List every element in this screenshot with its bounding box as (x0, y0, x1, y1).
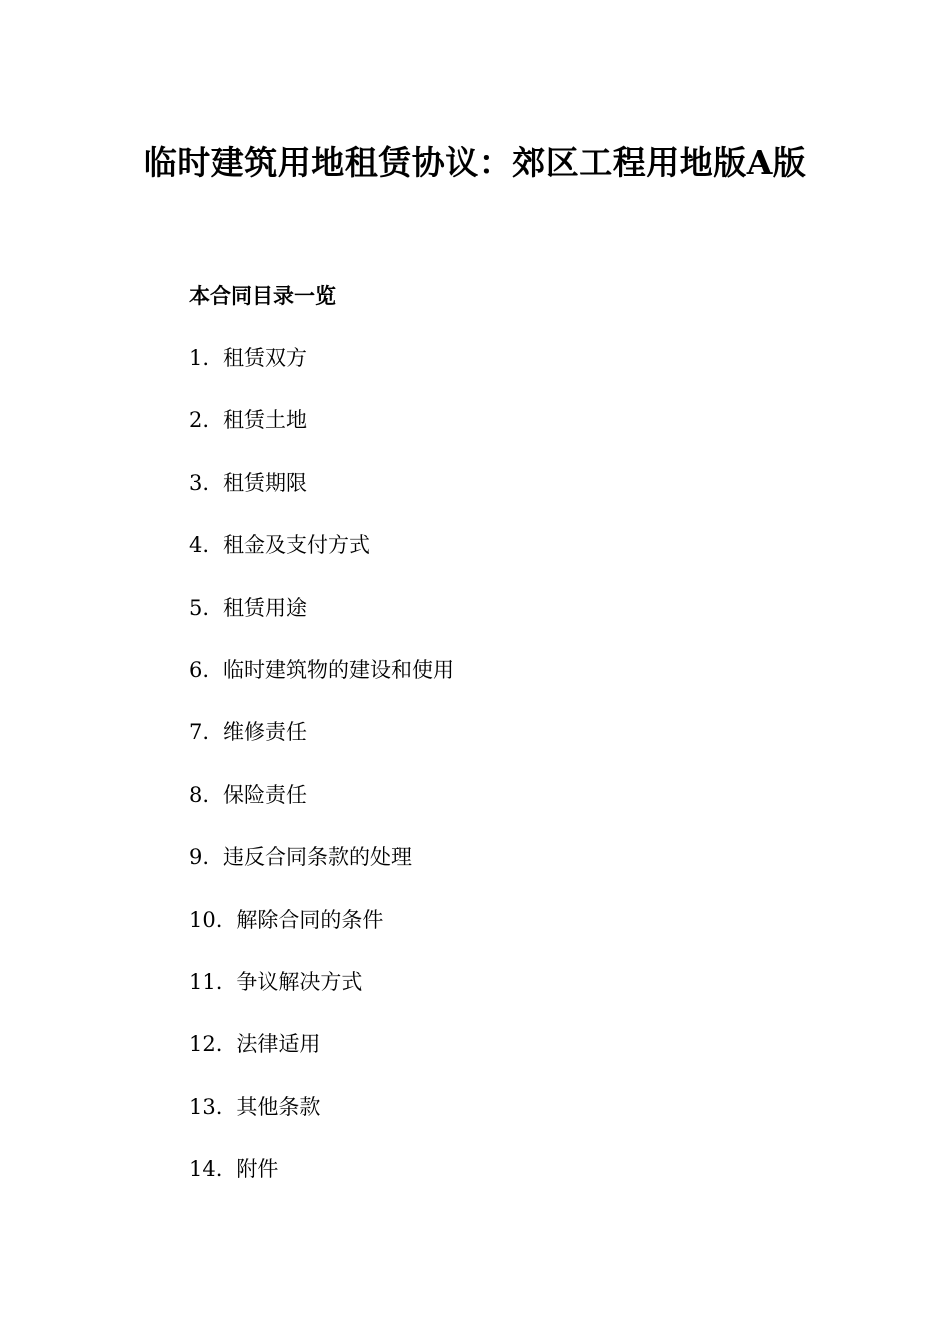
toc-item-text: 法律适用 (236, 1032, 321, 1057)
toc-item (189, 344, 454, 406)
toc-item-text: 租赁双方 (223, 346, 308, 370)
document-title: 临时建筑用地租赁协议：郊区工程用地版A版 (143, 143, 807, 182)
toc-item-number: 2. (189, 408, 210, 433)
toc-item (189, 469, 454, 531)
toc-item-text: 附件 (236, 1157, 279, 1182)
toc-item-number: 5. (189, 595, 210, 620)
toc-item-text: 租金及支付方式 (223, 533, 371, 558)
toc-item-text: 争议解决方式 (236, 969, 363, 994)
toc-item (189, 968, 454, 1030)
toc-item-text: 保险责任 (223, 782, 308, 807)
toc-item (189, 906, 454, 968)
toc-item-number: 1. (189, 346, 210, 370)
toc-item (189, 406, 454, 468)
toc-item (189, 531, 454, 593)
toc-item (189, 1155, 454, 1217)
toc-item-number: 8. (189, 782, 210, 807)
toc-item-text: 租赁期限 (223, 470, 308, 495)
toc-item-text: 租赁用途 (223, 595, 308, 620)
toc-item-number: 10. (189, 907, 223, 932)
toc-item-text: 租赁土地 (223, 408, 308, 433)
toc-item (189, 718, 454, 780)
toc-item-number: 4. (189, 533, 210, 558)
toc-item (189, 1093, 454, 1155)
toc-item-number: 11. (189, 969, 223, 994)
toc-item (189, 1030, 454, 1092)
toc-item-number: 12. (189, 1032, 223, 1057)
toc-item-number: 9. (189, 845, 210, 870)
toc-item-text: 违反合同条款的处理 (223, 845, 413, 870)
toc-item-number: 13. (189, 1094, 223, 1119)
toc-item-number: 3. (189, 470, 210, 495)
toc-item (189, 843, 454, 905)
toc-list (189, 344, 454, 1217)
toc-item-number: 14. (189, 1157, 223, 1182)
toc-item (189, 656, 454, 718)
toc-item-number: 6. (189, 657, 210, 682)
toc-item (189, 781, 454, 843)
toc-item-text: 其他条款 (236, 1094, 321, 1119)
toc-heading: 本合同目录一览 (189, 283, 336, 308)
toc-item-number: 7. (189, 720, 210, 745)
toc-item (189, 594, 454, 656)
toc-item-text: 解除合同的条件 (236, 907, 384, 932)
toc-item-text: 维修责任 (223, 720, 308, 745)
toc-item-text: 临时建筑物的建设和使用 (223, 657, 455, 682)
